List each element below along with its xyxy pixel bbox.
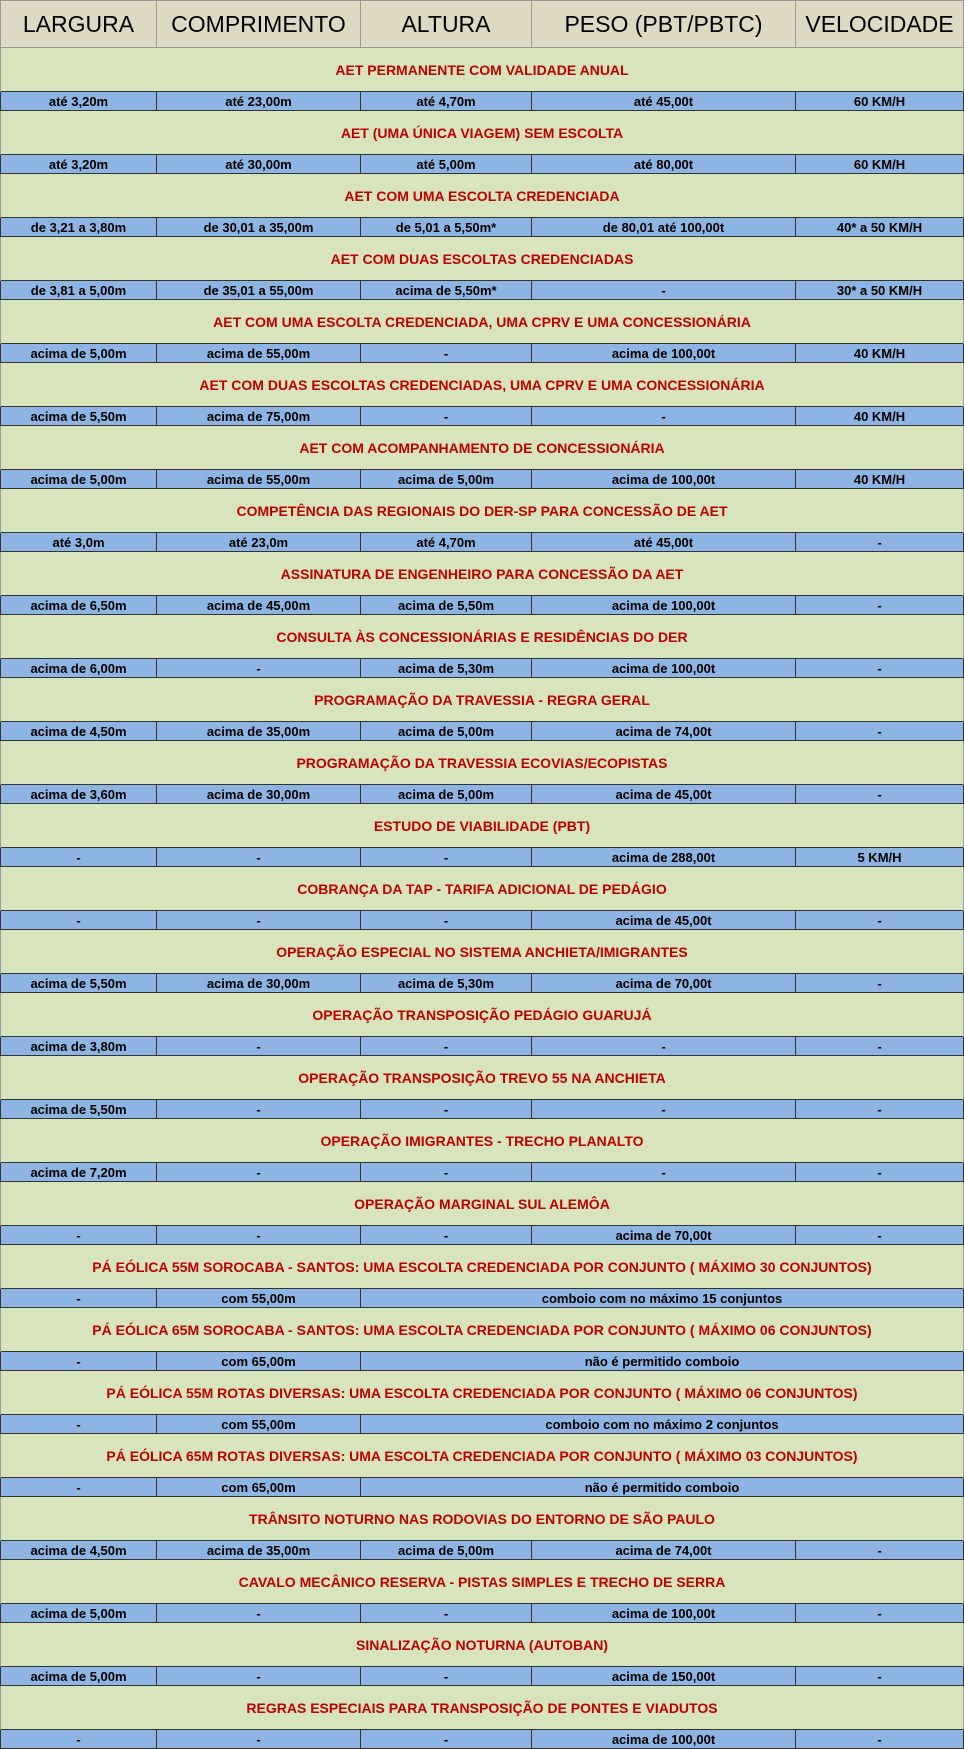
value-cell: acima de 6,00m <box>1 659 157 678</box>
values-row <box>1 407 964 426</box>
section-row <box>1 1245 964 1289</box>
value-cell: acima de 4,50m <box>1 1541 157 1560</box>
section-title: ESTUDO DE VIABILIDADE (PBT) <box>1 804 964 848</box>
value-cell: - <box>796 1667 964 1686</box>
section-title: COMPETÊNCIA DAS REGIONAIS DO DER-SP PARA CONCESSÃO DE AET <box>1 489 964 533</box>
value-cell: acima de 3,80m <box>1 1037 157 1056</box>
value-cell: acima de 100,00t <box>532 1604 796 1623</box>
values-row <box>1 1226 964 1245</box>
value-cell: - <box>157 1730 361 1749</box>
section-title: PROGRAMAÇÃO DA TRAVESSIA - REGRA GERAL <box>1 678 964 722</box>
value-cell: - <box>796 533 964 552</box>
value-cell: acima de 45,00m <box>157 596 361 615</box>
value-cell: - <box>157 659 361 678</box>
section-row <box>1 1560 964 1604</box>
value-cell: até 3,20m <box>1 92 157 111</box>
value-cell: até 45,00t <box>532 92 796 111</box>
value-cell: 60 KM/H <box>796 155 964 174</box>
section-title: AET COM ACOMPANHAMENTO DE CONCESSIONÁRIA <box>1 426 964 470</box>
table-body <box>1 48 964 1749</box>
value-cell: - <box>361 1667 532 1686</box>
value-cell: acima de 7,20m <box>1 1163 157 1182</box>
value-cell: acima de 5,30m <box>361 974 532 993</box>
value-cell: acima de 4,50m <box>1 722 157 741</box>
value-cell: até 5,00m <box>361 155 532 174</box>
value-cell: - <box>796 974 964 993</box>
section-row <box>1 48 964 92</box>
section-row <box>1 237 964 281</box>
value-cell: até 23,0m <box>157 533 361 552</box>
value-cell: até 45,00t <box>532 533 796 552</box>
section-row <box>1 1182 964 1226</box>
value-cell: acima de 35,00m <box>157 722 361 741</box>
value-cell: acima de 5,50m <box>1 407 157 426</box>
value-cell: - <box>796 1037 964 1056</box>
value-cell: - <box>796 659 964 678</box>
value-cell: acima de 5,00m <box>361 722 532 741</box>
value-cell: de 30,01 a 35,00m <box>157 218 361 237</box>
values-row <box>1 470 964 489</box>
value-cell: até 4,70m <box>361 533 532 552</box>
value-cell: - <box>157 1604 361 1623</box>
value-cell: - <box>532 1100 796 1119</box>
value-cell: acima de 288,00t <box>532 848 796 867</box>
values-row <box>1 92 964 111</box>
values-row <box>1 596 964 615</box>
value-cell: acima de 5,00m <box>361 785 532 804</box>
section-row <box>1 1623 964 1667</box>
value-cell: 40 KM/H <box>796 407 964 426</box>
values-row <box>1 1541 964 1560</box>
value-cell: até 23,00m <box>157 92 361 111</box>
section-title: PÁ EÓLICA 55M ROTAS DIVERSAS: UMA ESCOLTA CREDENCIADA POR CONJUNTO ( MÁXIMO 06 CONJUNTOS) <box>1 1371 964 1415</box>
value-cell: - <box>361 1226 532 1245</box>
value-cell: - <box>1 1415 157 1434</box>
value-cell: - <box>796 1730 964 1749</box>
values-row <box>1 1037 964 1056</box>
values-row <box>1 785 964 804</box>
value-cell: com 55,00m <box>157 1415 361 1434</box>
values-row <box>1 218 964 237</box>
value-cell: - <box>361 407 532 426</box>
value-cell: acima de 30,00m <box>157 974 361 993</box>
value-cell: 60 KM/H <box>796 92 964 111</box>
value-cell: - <box>157 1163 361 1182</box>
value-cell: acima de 74,00t <box>532 722 796 741</box>
section-title: OPERAÇÃO IMIGRANTES - TRECHO PLANALTO <box>1 1119 964 1163</box>
header-altura: ALTURA <box>361 1 532 48</box>
header-row <box>1 1 964 48</box>
value-cell: - <box>157 911 361 930</box>
section-row <box>1 1119 964 1163</box>
section-title: PÁ EÓLICA 65M SOROCABA - SANTOS: UMA ESCOLTA CREDENCIADA POR CONJUNTO ( MÁXIMO 06 CONJUNTOS) <box>1 1308 964 1352</box>
value-cell: acima de 45,00t <box>532 785 796 804</box>
value-cell: 40 KM/H <box>796 470 964 489</box>
value-cell: com 55,00m <box>157 1289 361 1308</box>
section-title: OPERAÇÃO TRANSPOSIÇÃO PEDÁGIO GUARUJÁ <box>1 993 964 1037</box>
section-title: AET COM DUAS ESCOLTAS CREDENCIADAS <box>1 237 964 281</box>
section-row <box>1 1056 964 1100</box>
value-cell: - <box>796 722 964 741</box>
value-cell: 40 KM/H <box>796 344 964 363</box>
value-cell: - <box>361 1163 532 1182</box>
value-cell: não é permitido comboio <box>361 1478 964 1497</box>
value-cell: - <box>532 281 796 300</box>
value-cell: acima de 5,50m <box>1 1100 157 1119</box>
section-title: CAVALO MECÂNICO RESERVA - PISTAS SIMPLES E TRECHO DE SERRA <box>1 1560 964 1604</box>
value-cell: - <box>157 1226 361 1245</box>
value-cell: acima de 55,00m <box>157 470 361 489</box>
value-cell: - <box>1 1478 157 1497</box>
value-cell: acima de 100,00t <box>532 344 796 363</box>
value-cell: - <box>796 1604 964 1623</box>
values-row <box>1 848 964 867</box>
value-cell: acima de 5,00m <box>1 1667 157 1686</box>
section-title: ASSINATURA DE ENGENHEIRO PARA CONCESSÃO DA AET <box>1 552 964 596</box>
section-row <box>1 111 964 155</box>
value-cell: de 3,81 a 5,00m <box>1 281 157 300</box>
value-cell: comboio com no máximo 2 conjuntos <box>361 1415 964 1434</box>
value-cell: - <box>157 1667 361 1686</box>
value-cell: - <box>361 1037 532 1056</box>
value-cell: - <box>361 911 532 930</box>
values-row <box>1 974 964 993</box>
section-row <box>1 678 964 722</box>
value-cell: - <box>532 1037 796 1056</box>
value-cell: acima de 100,00t <box>532 596 796 615</box>
section-row <box>1 552 964 596</box>
values-row <box>1 659 964 678</box>
section-row <box>1 1371 964 1415</box>
value-cell: com 65,00m <box>157 1478 361 1497</box>
value-cell: - <box>796 911 964 930</box>
value-cell: acima de 70,00t <box>532 1226 796 1245</box>
values-row <box>1 155 964 174</box>
section-title: AET COM DUAS ESCOLTAS CREDENCIADAS, UMA CPRV E UMA CONCESSIONÁRIA <box>1 363 964 407</box>
values-row <box>1 1289 964 1308</box>
section-row <box>1 426 964 470</box>
value-cell: - <box>157 1100 361 1119</box>
value-cell: acima de 45,00t <box>532 911 796 930</box>
value-cell: acima de 5,00m <box>1 344 157 363</box>
values-row <box>1 1415 964 1434</box>
values-row <box>1 1352 964 1371</box>
value-cell: - <box>796 1100 964 1119</box>
values-row <box>1 722 964 741</box>
section-title: REGRAS ESPECIAIS PARA TRANSPOSIÇÃO DE PONTES E VIADUTOS <box>1 1686 964 1730</box>
section-title: PÁ EÓLICA 65M ROTAS DIVERSAS: UMA ESCOLTA CREDENCIADA POR CONJUNTO ( MÁXIMO 03 CONJUNTOS) <box>1 1434 964 1478</box>
value-cell: - <box>796 596 964 615</box>
value-cell: - <box>361 1730 532 1749</box>
value-cell: - <box>1 1226 157 1245</box>
section-row <box>1 174 964 218</box>
value-cell: acima de 74,00t <box>532 1541 796 1560</box>
section-title: TRÂNSITO NOTURNO NAS RODOVIAS DO ENTORNO DE SÃO PAULO <box>1 1497 964 1541</box>
value-cell: acima de 5,50m <box>1 974 157 993</box>
value-cell: 40* a 50 KM/H <box>796 218 964 237</box>
value-cell: acima de 6,50m <box>1 596 157 615</box>
values-row <box>1 281 964 300</box>
value-cell: não é permitido comboio <box>361 1352 964 1371</box>
value-cell: acima de 5,00m <box>361 470 532 489</box>
value-cell: acima de 5,00m <box>361 1541 532 1560</box>
value-cell: acima de 100,00t <box>532 1730 796 1749</box>
section-title: AET COM UMA ESCOLTA CREDENCIADA, UMA CPRV E UMA CONCESSIONÁRIA <box>1 300 964 344</box>
value-cell: - <box>1 848 157 867</box>
values-row <box>1 1604 964 1623</box>
section-title: AET PERMANENTE COM VALIDADE ANUAL <box>1 48 964 92</box>
section-title: OPERAÇÃO ESPECIAL NO SISTEMA ANCHIETA/IMIGRANTES <box>1 930 964 974</box>
value-cell: 5 KM/H <box>796 848 964 867</box>
header-peso: PESO (PBT/PBTC) <box>532 1 796 48</box>
value-cell: - <box>157 848 361 867</box>
value-cell: - <box>1 1730 157 1749</box>
section-title: SINALIZAÇÃO NOTURNA (AUTOBAN) <box>1 1623 964 1667</box>
section-title: OPERAÇÃO MARGINAL SUL ALEMÔA <box>1 1182 964 1226</box>
section-row <box>1 1497 964 1541</box>
value-cell: acima de 35,00m <box>157 1541 361 1560</box>
section-title: PÁ EÓLICA 55M SOROCABA - SANTOS: UMA ESCOLTA CREDENCIADA POR CONJUNTO ( MÁXIMO 30 CONJUNTOS) <box>1 1245 964 1289</box>
section-row <box>1 300 964 344</box>
value-cell: acima de 150,00t <box>532 1667 796 1686</box>
value-cell: - <box>361 344 532 363</box>
value-cell: comboio com no máximo 15 conjuntos <box>361 1289 964 1308</box>
value-cell: - <box>796 785 964 804</box>
section-row <box>1 489 964 533</box>
value-cell: - <box>361 848 532 867</box>
section-title: CONSULTA ÀS CONCESSIONÁRIAS E RESIDÊNCIAS DO DER <box>1 615 964 659</box>
values-row <box>1 533 964 552</box>
value-cell: - <box>1 911 157 930</box>
value-cell: - <box>157 1037 361 1056</box>
value-cell: acima de 70,00t <box>532 974 796 993</box>
value-cell: acima de 5,50m <box>361 596 532 615</box>
value-cell: acima de 55,00m <box>157 344 361 363</box>
values-row <box>1 1667 964 1686</box>
value-cell: - <box>796 1226 964 1245</box>
value-cell: acima de 3,60m <box>1 785 157 804</box>
value-cell: de 35,01 a 55,00m <box>157 281 361 300</box>
value-cell: de 3,21 a 3,80m <box>1 218 157 237</box>
values-row <box>1 911 964 930</box>
header-largura: LARGURA <box>1 1 157 48</box>
section-row <box>1 1434 964 1478</box>
value-cell: até 3,20m <box>1 155 157 174</box>
value-cell: até 3,0m <box>1 533 157 552</box>
values-row <box>1 1478 964 1497</box>
value-cell: acima de 5,00m <box>1 1604 157 1623</box>
value-cell: - <box>532 1163 796 1182</box>
value-cell: até 80,00t <box>532 155 796 174</box>
value-cell: acima de 5,00m <box>1 470 157 489</box>
values-row <box>1 344 964 363</box>
value-cell: acima de 100,00t <box>532 470 796 489</box>
section-title: OPERAÇÃO TRANSPOSIÇÃO TREVO 55 NA ANCHIETA <box>1 1056 964 1100</box>
section-title: AET (UMA ÚNICA VIAGEM) SEM ESCOLTA <box>1 111 964 155</box>
value-cell: - <box>796 1541 964 1560</box>
section-row <box>1 993 964 1037</box>
value-cell: - <box>1 1289 157 1308</box>
value-cell: acima de 30,00m <box>157 785 361 804</box>
values-row <box>1 1163 964 1182</box>
section-row <box>1 741 964 785</box>
value-cell: acima de 75,00m <box>157 407 361 426</box>
section-row <box>1 615 964 659</box>
section-title: COBRANÇA DA TAP - TARIFA ADICIONAL DE PEDÁGIO <box>1 867 964 911</box>
header-comprimento: COMPRIMENTO <box>157 1 361 48</box>
section-title: PROGRAMAÇÃO DA TRAVESSIA ECOVIAS/ECOPISTAS <box>1 741 964 785</box>
section-row <box>1 1308 964 1352</box>
value-cell: de 80,01 até 100,00t <box>532 218 796 237</box>
value-cell: - <box>361 1604 532 1623</box>
value-cell: acima de 5,50m* <box>361 281 532 300</box>
value-cell: - <box>361 1100 532 1119</box>
value-cell: acima de 5,30m <box>361 659 532 678</box>
value-cell: - <box>1 1352 157 1371</box>
section-row <box>1 363 964 407</box>
section-row <box>1 867 964 911</box>
values-row <box>1 1100 964 1119</box>
values-row <box>1 1730 964 1749</box>
header-velocidade: VELOCIDADE <box>796 1 964 48</box>
value-cell: até 30,00m <box>157 155 361 174</box>
value-cell: até 4,70m <box>361 92 532 111</box>
value-cell: com 65,00m <box>157 1352 361 1371</box>
section-title: AET COM UMA ESCOLTA CREDENCIADA <box>1 174 964 218</box>
section-row <box>1 1686 964 1730</box>
value-cell: de 5,01 a 5,50m* <box>361 218 532 237</box>
section-row <box>1 930 964 974</box>
value-cell: acima de 100,00t <box>532 659 796 678</box>
value-cell: 30* a 50 KM/H <box>796 281 964 300</box>
section-row <box>1 804 964 848</box>
value-cell: - <box>796 1163 964 1182</box>
value-cell: - <box>532 407 796 426</box>
